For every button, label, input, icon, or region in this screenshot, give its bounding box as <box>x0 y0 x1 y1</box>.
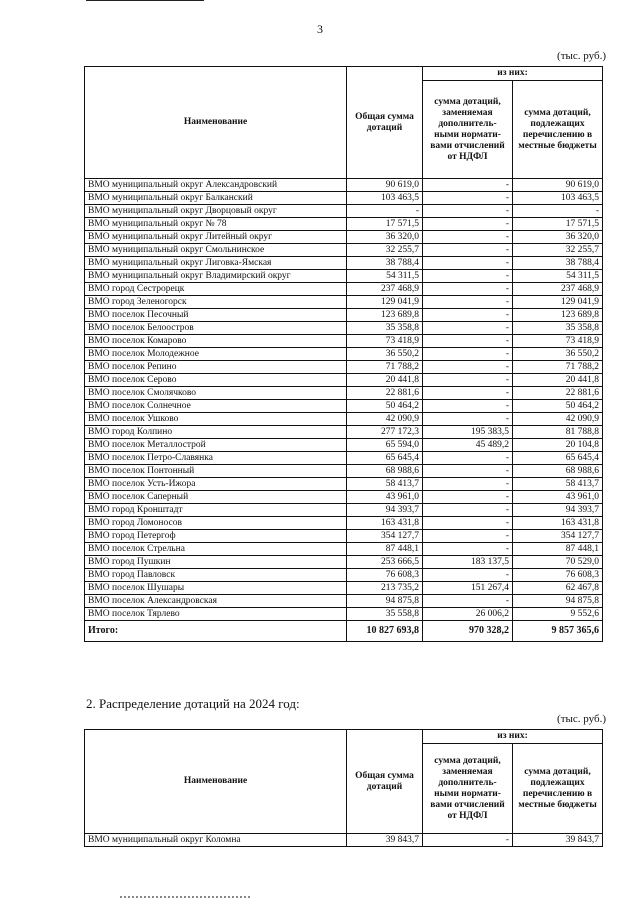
cell-name: ВМО город Сестрорецк <box>85 283 347 296</box>
subsidies-table-2024 <box>84 729 603 847</box>
cell-transfer: 22 881,6 <box>513 387 603 400</box>
cell-replaced: - <box>423 361 513 374</box>
cell-name: ВМО поселок Комарово <box>85 335 347 348</box>
cell-name: ВМО поселок Саперный <box>85 491 347 504</box>
header-transfer: сумма дотаций, подлежащих перечислению в местные бюджеты <box>513 81 603 179</box>
cell-name: ВМО поселок Петро-Славянка <box>85 452 347 465</box>
cell-total: 90 619,0 <box>347 179 423 192</box>
cell-total: 22 881,6 <box>347 387 423 400</box>
cell-name: ВМО поселок Ушково <box>85 413 347 426</box>
cell-replaced: - <box>423 257 513 270</box>
cell-name: ВМО муниципальный округ Лиговка-Ямская <box>85 257 347 270</box>
cell-total: 68 988,6 <box>347 465 423 478</box>
table-row <box>85 439 603 452</box>
cell-total: - <box>347 205 423 218</box>
cell-transfer: 9 857 365,6 <box>513 621 603 642</box>
cell-replaced: - <box>423 543 513 556</box>
cell-name: ВМО город Павловск <box>85 569 347 582</box>
cell-name: ВМО поселок Усть-Ижора <box>85 478 347 491</box>
table-row <box>85 348 603 361</box>
header-transfer: сумма дотаций, подлежащих перечислению в местные бюджеты <box>513 744 603 834</box>
cell-total: 54 311,5 <box>347 270 423 283</box>
cell-total: 73 418,9 <box>347 335 423 348</box>
cell-name: ВМО муниципальный округ Владимирский округ <box>85 270 347 283</box>
table-row <box>85 309 603 322</box>
cell-name: ВМО поселок Александровская <box>85 595 347 608</box>
cell-replaced: - <box>423 478 513 491</box>
cell-name: ВМО поселок Понтонный <box>85 465 347 478</box>
cell-total: 39 843,7 <box>347 834 423 847</box>
cell-replaced: - <box>423 413 513 426</box>
cell-total: 163 431,8 <box>347 517 423 530</box>
cell-replaced: - <box>423 283 513 296</box>
table-row <box>85 556 603 569</box>
cell-transfer: 43 961,0 <box>513 491 603 504</box>
cell-name: Итого: <box>85 621 347 642</box>
cell-transfer: 58 413,7 <box>513 478 603 491</box>
cell-transfer: 90 619,0 <box>513 179 603 192</box>
cell-total: 87 448,1 <box>347 543 423 556</box>
cell-transfer: 68 988,6 <box>513 465 603 478</box>
cell-total: 42 090,9 <box>347 413 423 426</box>
cell-transfer: - <box>513 205 603 218</box>
table-row <box>85 374 603 387</box>
cell-total: 76 608,3 <box>347 569 423 582</box>
cell-name: ВМО поселок Белоостров <box>85 322 347 335</box>
cell-replaced: - <box>423 179 513 192</box>
cell-replaced: - <box>423 465 513 478</box>
cell-replaced: 970 328,2 <box>423 621 513 642</box>
cell-replaced: - <box>423 296 513 309</box>
cell-transfer: 129 041,9 <box>513 296 603 309</box>
table-row <box>85 530 603 543</box>
cell-total: 237 468,9 <box>347 283 423 296</box>
table-row <box>85 478 603 491</box>
cell-transfer: 62 467,8 <box>513 582 603 595</box>
table-row <box>85 504 603 517</box>
cell-name: ВМО муниципальный округ Дворцовый округ <box>85 205 347 218</box>
cell-name: ВМО город Колпино <box>85 426 347 439</box>
cell-replaced: - <box>423 322 513 335</box>
table-row <box>85 387 603 400</box>
table-row <box>85 543 603 556</box>
table-row <box>85 270 603 283</box>
cell-transfer: 94 393,7 <box>513 504 603 517</box>
unit-label: (тыс. руб.) <box>557 50 606 62</box>
cell-replaced: - <box>423 218 513 231</box>
header-total: Общая сумма дотаций <box>347 730 423 834</box>
cell-transfer: 81 788,8 <box>513 426 603 439</box>
cell-name: ВМО поселок Серово <box>85 374 347 387</box>
header-of-which: из них: <box>423 67 603 81</box>
table-row <box>85 595 603 608</box>
cell-replaced: - <box>423 530 513 543</box>
cell-total: 10 827 693,8 <box>347 621 423 642</box>
cell-replaced: 151 267,4 <box>423 582 513 595</box>
cell-replaced: 45 489,2 <box>423 439 513 452</box>
cell-transfer: 163 431,8 <box>513 517 603 530</box>
cell-name: ВМО поселок Солнечное <box>85 400 347 413</box>
cell-name: ВМО поселок Молодежное <box>85 348 347 361</box>
unit-label-2: (тыс. руб.) <box>557 713 606 725</box>
header-of-which: из них: <box>423 730 603 744</box>
cell-total: 20 441,8 <box>347 374 423 387</box>
cell-transfer: 32 255,7 <box>513 244 603 257</box>
cell-transfer: 94 875,8 <box>513 595 603 608</box>
cell-total: 36 320,0 <box>347 231 423 244</box>
cell-name: ВМО город Кронштадт <box>85 504 347 517</box>
cell-replaced: - <box>423 834 513 847</box>
table-body <box>85 179 603 642</box>
cell-transfer: 35 358,8 <box>513 322 603 335</box>
header-name: Наименование <box>85 67 347 179</box>
cell-total: 253 666,5 <box>347 556 423 569</box>
cell-total: 71 788,2 <box>347 361 423 374</box>
cell-name: ВМО поселок Металлострой <box>85 439 347 452</box>
cell-replaced: - <box>423 192 513 205</box>
cell-transfer: 38 788,4 <box>513 257 603 270</box>
cell-transfer: 237 468,9 <box>513 283 603 296</box>
cell-name: ВМО город Зеленогорск <box>85 296 347 309</box>
header-replaced: сумма дотаций, заменяемая дополнитель-ными нормати-вами отчислений от НДФЛ <box>423 81 513 179</box>
cell-replaced: - <box>423 205 513 218</box>
table-row <box>85 426 603 439</box>
cell-total: 32 255,7 <box>347 244 423 257</box>
cell-transfer: 76 608,3 <box>513 569 603 582</box>
cell-transfer: 9 552,6 <box>513 608 603 621</box>
cell-total: 129 041,9 <box>347 296 423 309</box>
cell-name: ВМО поселок Песочный <box>85 309 347 322</box>
cell-replaced: - <box>423 400 513 413</box>
cell-total: 58 413,7 <box>347 478 423 491</box>
cell-replaced: - <box>423 491 513 504</box>
header-replaced: сумма дотаций, заменяемая дополнитель-ными нормати-вами отчислений от НДФЛ <box>423 744 513 834</box>
cell-total: 94 393,7 <box>347 504 423 517</box>
cell-name: ВМО поселок Шушары <box>85 582 347 595</box>
cell-replaced: - <box>423 452 513 465</box>
cell-replaced: 26 006,2 <box>423 608 513 621</box>
cell-name: ВМО муниципальный округ Балканский <box>85 192 347 205</box>
table-row <box>85 192 603 205</box>
cell-total: 123 689,8 <box>347 309 423 322</box>
cell-transfer: 123 689,8 <box>513 309 603 322</box>
table-row <box>85 465 603 478</box>
cell-transfer: 36 320,0 <box>513 231 603 244</box>
cell-name: ВМО город Пушкин <box>85 556 347 569</box>
cell-name: ВМО муниципальный округ Литейный округ <box>85 231 347 244</box>
cell-transfer: 87 448,1 <box>513 543 603 556</box>
cell-replaced: - <box>423 387 513 400</box>
total-row <box>85 621 603 642</box>
cell-transfer: 70 529,0 <box>513 556 603 569</box>
cell-name: ВМО поселок Репино <box>85 361 347 374</box>
cell-transfer: 65 645,4 <box>513 452 603 465</box>
cell-replaced: 195 383,5 <box>423 426 513 439</box>
cell-name: ВМО муниципальный округ Коломна <box>85 834 347 847</box>
table-row <box>85 452 603 465</box>
cell-replaced: - <box>423 309 513 322</box>
header-name: Наименование <box>85 730 347 834</box>
cell-replaced: - <box>423 595 513 608</box>
table-row <box>85 335 603 348</box>
table-row <box>85 231 603 244</box>
cell-total: 36 550,2 <box>347 348 423 361</box>
cell-name: ВМО поселок Тярлево <box>85 608 347 621</box>
cell-name: ВМО поселок Стрельна <box>85 543 347 556</box>
cell-replaced: - <box>423 231 513 244</box>
table-row <box>85 491 603 504</box>
cell-transfer: 39 843,7 <box>513 834 603 847</box>
header-total: Общая сумма дотаций <box>347 67 423 179</box>
table-row <box>85 257 603 270</box>
cell-total: 50 464,2 <box>347 400 423 413</box>
cell-name: ВМО муниципальный округ Александровский <box>85 179 347 192</box>
table-row <box>85 608 603 621</box>
table-row <box>85 218 603 231</box>
table-row <box>85 517 603 530</box>
cell-replaced: 183 137,5 <box>423 556 513 569</box>
cell-total: 354 127,7 <box>347 530 423 543</box>
cell-total: 17 571,5 <box>347 218 423 231</box>
table-row <box>85 413 603 426</box>
table-row <box>85 400 603 413</box>
cell-transfer: 354 127,7 <box>513 530 603 543</box>
table-row <box>85 582 603 595</box>
cell-transfer: 103 463,5 <box>513 192 603 205</box>
table-row <box>85 205 603 218</box>
table-row <box>85 834 603 847</box>
cell-total: 213 735,2 <box>347 582 423 595</box>
table-row <box>85 244 603 257</box>
cell-transfer: 36 550,2 <box>513 348 603 361</box>
table-row <box>85 296 603 309</box>
cell-total: 43 961,0 <box>347 491 423 504</box>
cell-transfer: 20 441,8 <box>513 374 603 387</box>
cell-name: ВМО муниципальный округ № 78 <box>85 218 347 231</box>
table-row <box>85 361 603 374</box>
footer-rule <box>120 896 250 898</box>
cell-replaced: - <box>423 569 513 582</box>
cell-name: ВМО муниципальный округ Смольнинское <box>85 244 347 257</box>
cell-transfer: 17 571,5 <box>513 218 603 231</box>
page-number: 3 <box>317 22 323 36</box>
cell-transfer: 73 418,9 <box>513 335 603 348</box>
table-body <box>85 834 603 847</box>
table-row <box>85 569 603 582</box>
cell-replaced: - <box>423 244 513 257</box>
section-2-title: 2. Распределение дотаций на 2024 год: <box>86 696 300 711</box>
cell-replaced: - <box>423 348 513 361</box>
header-rule <box>86 0 204 1</box>
cell-replaced: - <box>423 335 513 348</box>
cell-replaced: - <box>423 504 513 517</box>
cell-name: ВМО поселок Смолячково <box>85 387 347 400</box>
cell-name: ВМО город Ломоносов <box>85 517 347 530</box>
cell-transfer: 54 311,5 <box>513 270 603 283</box>
cell-replaced: - <box>423 517 513 530</box>
cell-total: 277 172,3 <box>347 426 423 439</box>
table-row <box>85 283 603 296</box>
cell-transfer: 71 788,2 <box>513 361 603 374</box>
table-row <box>85 179 603 192</box>
cell-total: 35 558,8 <box>347 608 423 621</box>
cell-transfer: 50 464,2 <box>513 400 603 413</box>
cell-total: 94 875,8 <box>347 595 423 608</box>
cell-replaced: - <box>423 374 513 387</box>
cell-total: 103 463,5 <box>347 192 423 205</box>
cell-total: 65 645,4 <box>347 452 423 465</box>
table-row <box>85 322 603 335</box>
cell-total: 35 358,8 <box>347 322 423 335</box>
cell-replaced: - <box>423 270 513 283</box>
cell-total: 65 594,0 <box>347 439 423 452</box>
cell-name: ВМО город Петергоф <box>85 530 347 543</box>
cell-transfer: 20 104,8 <box>513 439 603 452</box>
cell-total: 38 788,4 <box>347 257 423 270</box>
cell-transfer: 42 090,9 <box>513 413 603 426</box>
subsidies-table-2023 <box>84 66 603 642</box>
